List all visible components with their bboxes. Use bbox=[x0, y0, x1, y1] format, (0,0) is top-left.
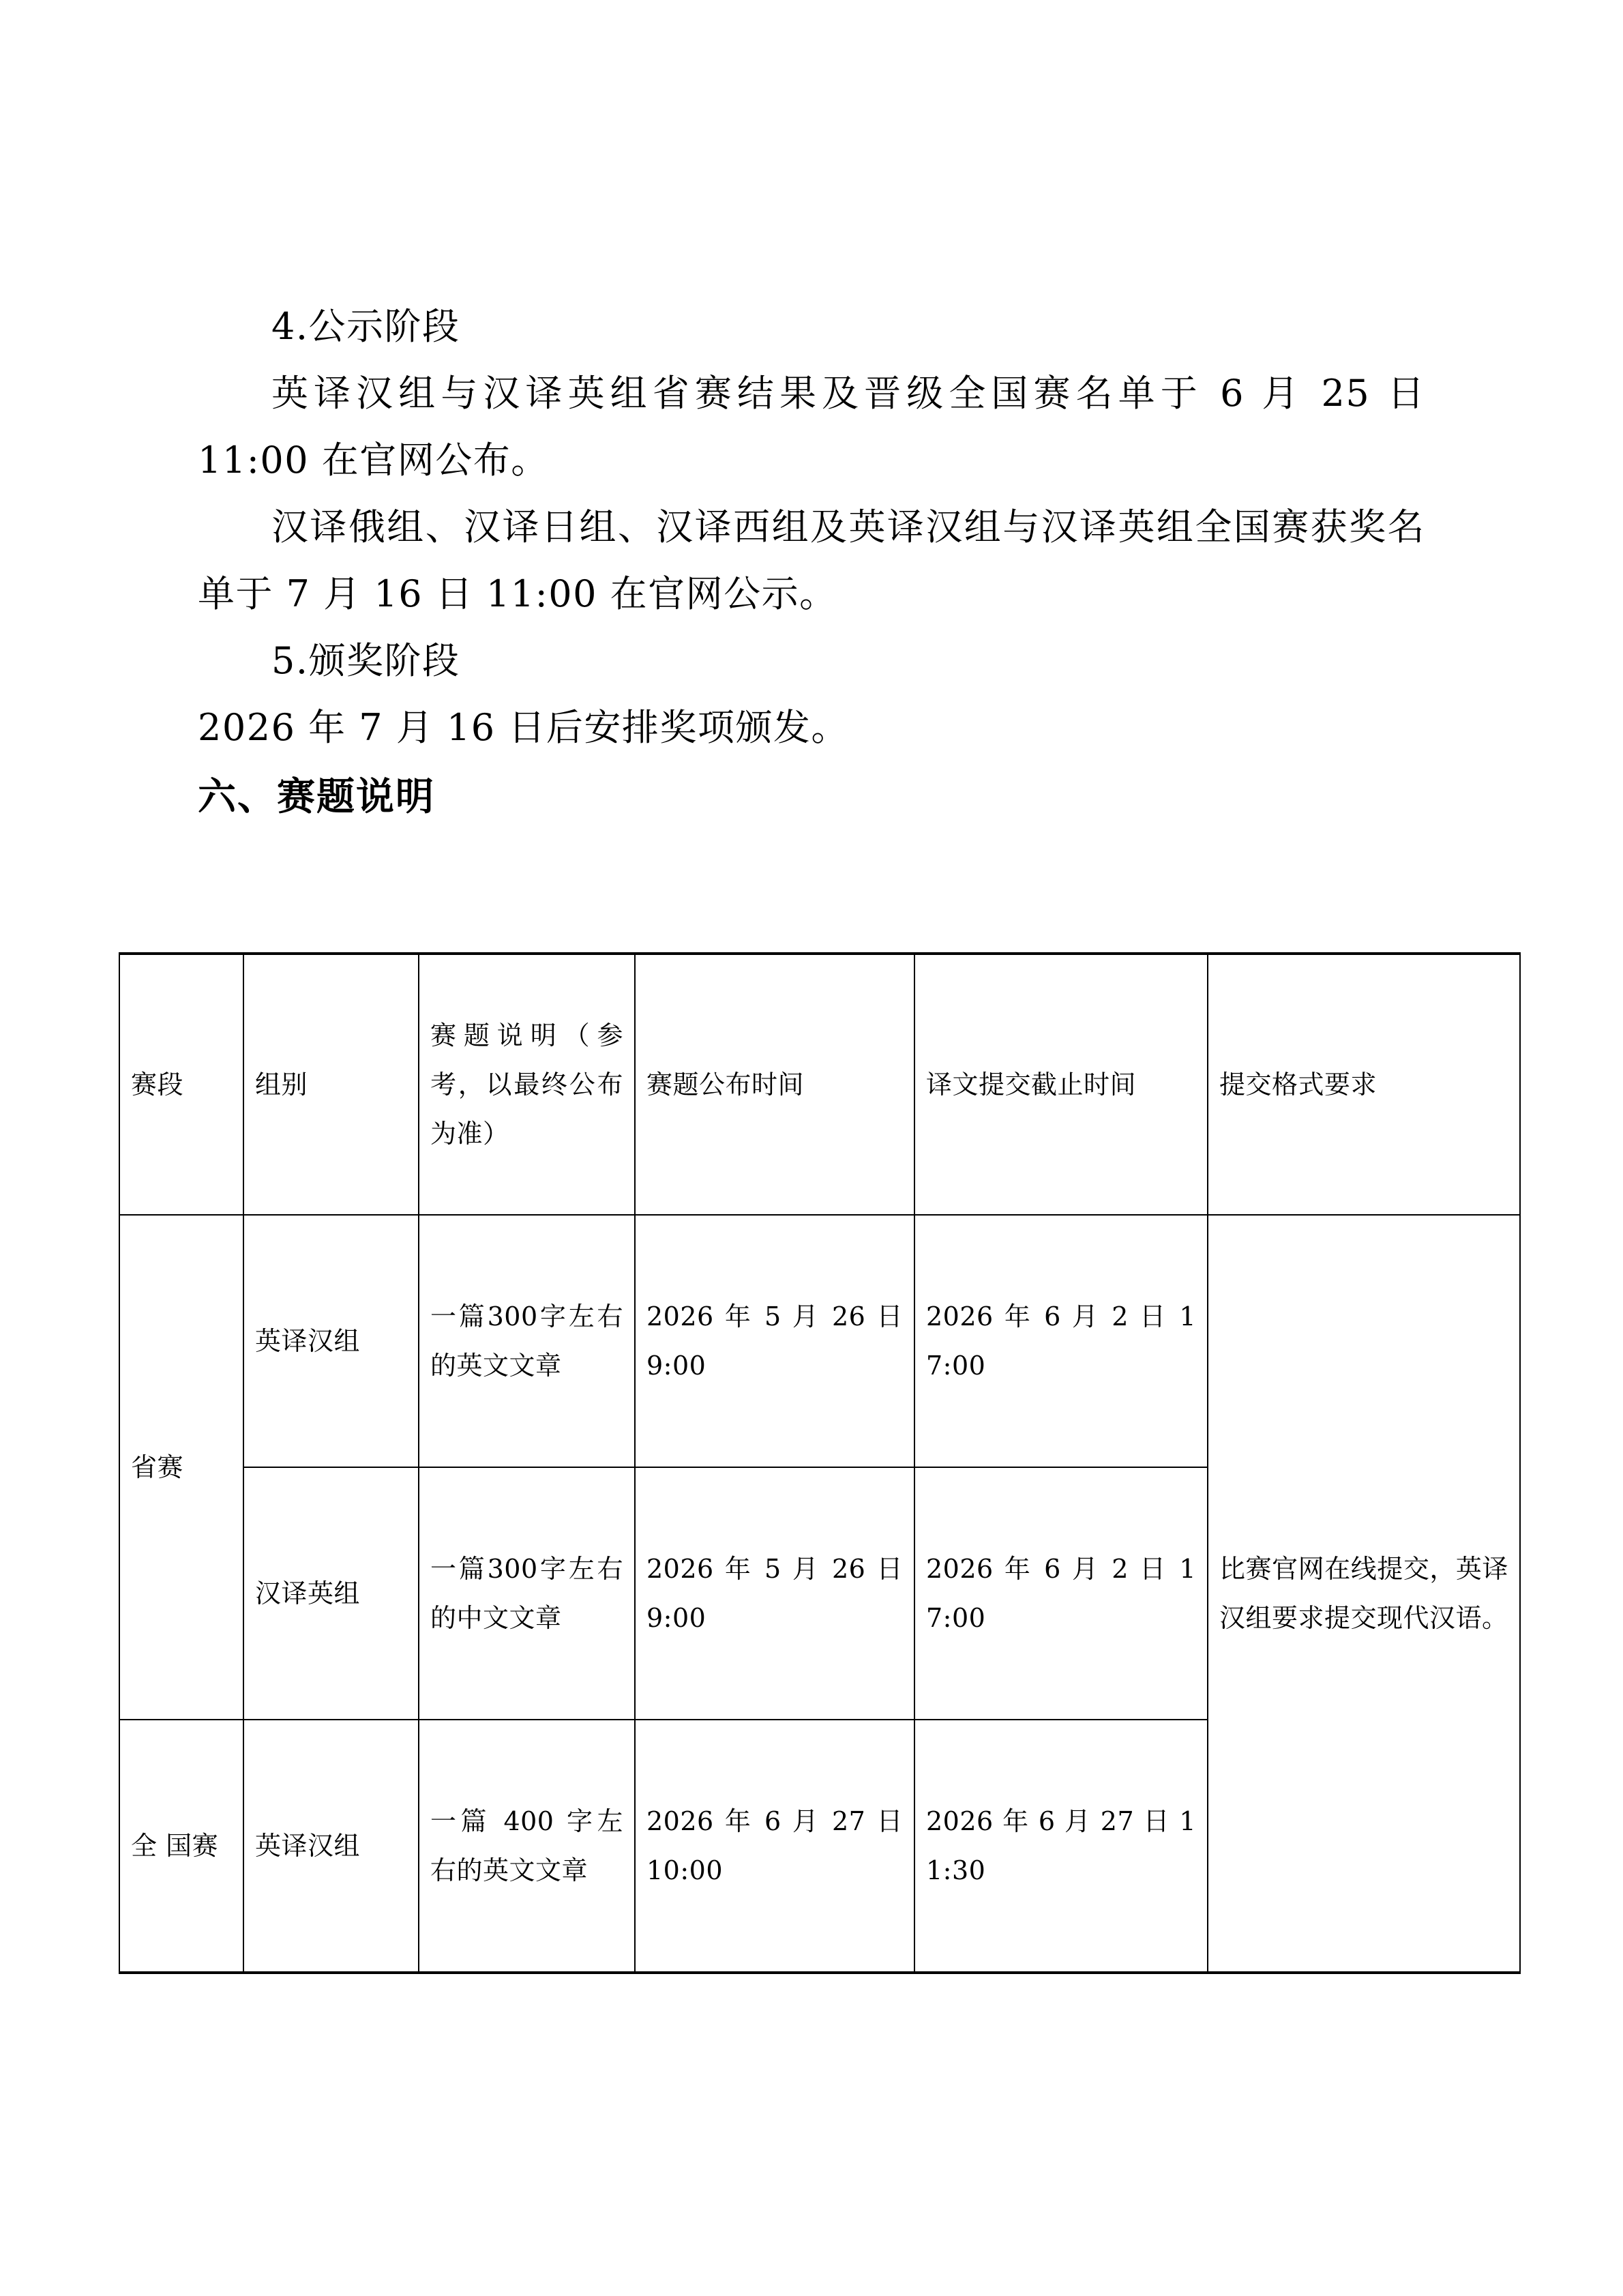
cell-submit-format: 比赛官网在线提交，英译汉组要求提交现代汉语。 bbox=[1208, 1215, 1520, 1973]
competition-spec-table-wrapper bbox=[119, 952, 1519, 1974]
cell-publish-time: 2026 年 5 月 26 日 9:00 bbox=[635, 1467, 914, 1720]
cell-publish-time: 2026 年 6 月 27 日 10:00 bbox=[635, 1720, 914, 1973]
body-content bbox=[198, 293, 1425, 832]
cell-due-time: 2026 年 6 月 2 日 17:00 bbox=[914, 1467, 1208, 1720]
header-description: 赛题说明（参考，以最终公布为准） bbox=[419, 954, 635, 1215]
cell-description: 一篇300字左右的中文文章 bbox=[419, 1467, 635, 1720]
cell-publish-time: 2026 年 5 月 26 日 9:00 bbox=[635, 1215, 914, 1467]
header-due-time: 译文提交截止时间 bbox=[914, 954, 1208, 1215]
header-submit-format: 提交格式要求 bbox=[1208, 954, 1520, 1215]
stage-4-paragraph-2: 汉译俄组、汉译日组、汉译西组及英译汉组与汉译英组全国赛获奖名单于 7 月 16 日 11:00 在官网公示。 bbox=[198, 505, 1425, 615]
header-stage: 赛段 bbox=[119, 954, 243, 1215]
cell-description: 一篇300字左右的英文文章 bbox=[419, 1215, 635, 1467]
section-heading-six: 六、赛题说明 bbox=[198, 774, 435, 819]
cell-stage-national: 全 国赛 bbox=[119, 1720, 243, 1973]
header-group: 组别 bbox=[243, 954, 419, 1215]
competition-spec-table bbox=[119, 952, 1521, 1974]
table-row bbox=[119, 1215, 1520, 1467]
cell-description: 一篇 400 字左右的英文文章 bbox=[419, 1720, 635, 1973]
cell-due-time: 2026 年 6 月 27 日 11:30 bbox=[914, 1720, 1208, 1973]
cell-group: 英译汉组 bbox=[243, 1720, 419, 1973]
cell-due-time: 2026 年 6 月 2 日 17:00 bbox=[914, 1215, 1208, 1467]
stage-5-paragraph-1: 2026 年 7 月 16 日后安排奖项颁发。 bbox=[198, 706, 849, 749]
stage-5-title: 5.颁奖阶段 bbox=[271, 639, 460, 682]
stage-4-title: 4.公示阶段 bbox=[271, 305, 460, 348]
cell-group: 汉译英组 bbox=[243, 1467, 419, 1720]
table-header-row bbox=[119, 954, 1520, 1215]
stage-4-paragraph-1: 英译汉组与汉译英组省赛结果及晋级全国赛名单于 6 月 25 日 11:00 在官网公布。 bbox=[198, 372, 1425, 482]
cell-group: 英译汉组 bbox=[243, 1215, 419, 1467]
header-publish-time: 赛题公布时间 bbox=[635, 954, 914, 1215]
cell-stage-provincial: 省赛 bbox=[119, 1215, 243, 1720]
